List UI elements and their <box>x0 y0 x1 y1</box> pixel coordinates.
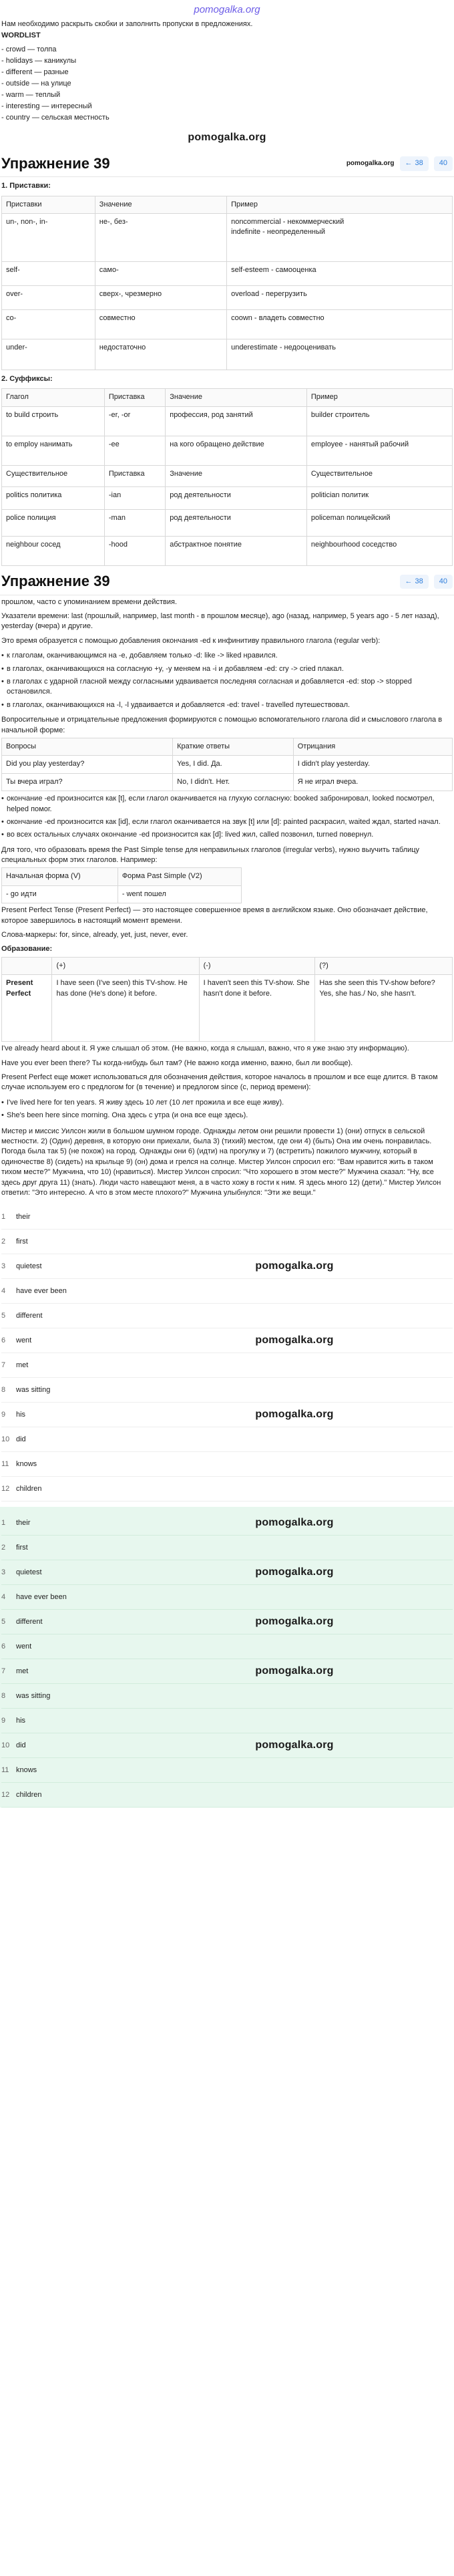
answer-row[interactable] <box>1 1279 453 1304</box>
table-cell: self- <box>2 262 95 286</box>
table-cell: Has she seen this TV-show before? Yes, she has./ No, she hasn't. <box>315 975 453 1042</box>
table-cell: builder строитель <box>306 406 452 436</box>
examples-list <box>0 1095 454 1124</box>
answer-value: have ever been <box>16 1286 67 1295</box>
table-row <box>2 436 453 465</box>
table-row <box>2 773 453 791</box>
table-cell: I haven't seen this TV-show. She hasn't done it before. <box>199 975 315 1042</box>
answer-value: went <box>16 1336 32 1344</box>
table-cell: politics политика <box>2 486 105 509</box>
answer-value: his <box>16 1716 26 1725</box>
table-cell: Present Perfect <box>2 975 52 1042</box>
prev-exercise-button[interactable]: ← 38 <box>400 156 429 170</box>
word-item: - interesting — интересный <box>1 102 92 111</box>
answer-value: have ever been <box>16 1592 67 1601</box>
table-row <box>2 536 453 565</box>
watermark-row <box>0 128 454 148</box>
answer-value: was sitting <box>16 1691 51 1700</box>
intro-text: Нам необходимо раскрыть скобки и заполнить пропуски в предложениях. <box>1 20 253 28</box>
table-cell: недостаточно <box>95 339 226 370</box>
table-header: Приставка <box>104 389 165 406</box>
answer-number: 6 <box>1 1642 6 1651</box>
table-cell: -ee <box>104 436 165 465</box>
watermark: pomogalka.org <box>255 1260 334 1272</box>
markers-text: Слова-маркеры: for, since, already, yet, just, never, ever. <box>1 931 188 940</box>
answer-row[interactable] <box>1 1230 453 1254</box>
answer-number: 7 <box>1 1361 6 1369</box>
irregular-table-wrap <box>0 867 454 903</box>
answer-row[interactable] <box>1 1328 453 1353</box>
table-header-row <box>2 957 453 974</box>
answer-value: children <box>16 1484 42 1493</box>
watermark: pomogalka.org <box>255 1566 334 1578</box>
list-item: • I've lived here for ten years. Я живу здесь 10 лет (10 лет прожила и все еще живу). <box>1 1097 453 1109</box>
answer-number: 3 <box>1 1262 6 1270</box>
watermark: pomogalka.org <box>255 1334 334 1346</box>
table-cell: не-, без- <box>95 214 226 262</box>
table-cell: - went пошел <box>118 885 241 903</box>
answer-value: did <box>16 1435 26 1443</box>
answer-row[interactable] <box>1 1378 453 1403</box>
list-item: • в глаголах с ударной гласной между согласными удваивается последняя согласная и добавляется -ed: stop -> stopped остановился. <box>1 676 453 699</box>
table-cell: I have seen (I've seen) this TV-show. He has done (He's done) it before. <box>52 975 199 1042</box>
answer-number: 5 <box>1 1311 6 1320</box>
answer-number: 12 <box>1 1790 10 1799</box>
table-cell: politician политик <box>306 486 452 509</box>
table-row <box>2 885 242 903</box>
watermark: pomogalka.org <box>255 1739 334 1751</box>
table-header-row <box>2 196 453 213</box>
answer-key-row <box>1 1659 453 1684</box>
grammar-paragraph: Present Perfect еще может использоваться для обозначения действия, которое началось в прошлом и все еще длится. В таком случае используем его с предлогом for (в течение) и предлогом since (с, период времени): <box>1 1072 438 1092</box>
table-cell: employee - нанятый рабочий <box>306 436 452 465</box>
example-text: Have you ever been there? Ты когда-нибудь был там? (Не важно когда именно, важно, был ли вообще). <box>1 1058 353 1067</box>
table-cell: noncommercial - некоммерческий indefinite - неопределенный <box>227 214 453 262</box>
answer-key-row <box>1 1536 453 1560</box>
example-text: I've already heard about it. Я уже слышал об этом. (Не важно, когда я слышал, важно, что я уже знаю эту информацию). <box>1 1044 409 1053</box>
table-cell: Существительное <box>306 465 452 486</box>
answer-key-row <box>1 1758 453 1783</box>
table-cell: self-esteem - самооценка <box>227 262 453 286</box>
table-cell: under- <box>2 339 95 370</box>
watermark: pomogalka.org <box>255 1665 334 1677</box>
pp-table-wrap <box>0 957 454 1042</box>
word-item: - holidays — каникулы <box>1 56 77 65</box>
table-header: Пример <box>306 389 452 406</box>
word-item: - crowd — толпа <box>1 45 57 53</box>
list-item: • She's been here since morning. Она здесь с утра (и она все еще здесь). <box>1 1109 453 1122</box>
list-item: • в глаголах, оканчивающихся на -l, -l удваивается и добавляется -ed: travel - travelled путешествовал. <box>1 699 453 712</box>
answer-value: their <box>16 1518 31 1527</box>
watermark: pomogalka.org <box>255 1616 334 1628</box>
exercise-title: Упражнение 39 <box>1 154 110 172</box>
arrow-left-icon: ← <box>405 577 413 585</box>
table-cell: police полиция <box>2 509 105 536</box>
rules-list <box>0 648 454 713</box>
answer-key-list <box>0 1507 454 1808</box>
answer-number: 4 <box>1 1286 6 1295</box>
grammar-paragraph: Вопросительные и отрицательные предложения формируются с помощью вспомогательного глагола did и смыслового глагола в начальной форме: <box>1 716 443 734</box>
table-row <box>2 214 453 262</box>
answer-row[interactable] <box>1 1304 453 1328</box>
prefixes-table-wrap <box>0 196 454 370</box>
table-cell: over- <box>2 286 95 310</box>
suffixes-table-wrap <box>0 388 454 565</box>
table-cell: co- <box>2 310 95 339</box>
answer-row[interactable] <box>1 1427 453 1452</box>
grammar-paragraph: Указатели времени: last (прошлый, например, last month - в прошлом месяце), ago (назад, например, 5 years ago - 5 лет назад), yesterday (вчера) и другие. <box>1 612 439 631</box>
present-perfect-table <box>1 957 453 1042</box>
prefixes-title: 1. Приставки: <box>1 182 51 190</box>
answer-value: first <box>16 1543 28 1552</box>
answer-input-list <box>0 1201 454 1501</box>
answer-row[interactable] <box>1 1254 453 1279</box>
answer-value: met <box>16 1667 29 1675</box>
table-row <box>2 262 453 286</box>
grammar-paragraph: прошлом, часто с упоминанием времени действия. <box>1 597 178 606</box>
answer-value: did <box>16 1741 26 1749</box>
table-cell: абстрактное понятие <box>166 536 307 565</box>
wordlist <box>0 43 454 128</box>
irregular-table <box>1 867 242 903</box>
table-header: Пример <box>227 196 453 213</box>
table-cell: -man <box>104 509 165 536</box>
answer-key-row <box>1 1684 453 1709</box>
table-cell: Значение <box>166 465 307 486</box>
answer-value: children <box>16 1790 42 1799</box>
formation-label: Образование: <box>1 945 53 954</box>
list-item: • во всех остальных случаях окончание -ed произносится как [d]: lived жил, called позвонил, turned повернул. <box>1 829 453 841</box>
answer-row[interactable] <box>1 1452 453 1477</box>
answer-number: 2 <box>1 1543 6 1552</box>
answer-number: 10 <box>1 1741 10 1749</box>
grammar-paragraph: Для того, что образовать время the Past Simple tense для неправильных глаголов (irregular verbs), нужно выучить таблицу специальных форм этих глаголов. Например: <box>1 845 420 865</box>
table-cell: род деятельности <box>166 509 307 536</box>
answer-key-row <box>1 1560 453 1585</box>
answer-number: 10 <box>1 1435 10 1443</box>
table-row <box>2 286 453 310</box>
answer-row[interactable] <box>1 1205 453 1230</box>
next-exercise-button[interactable]: 40 <box>434 156 453 170</box>
table-header: (?) <box>315 957 453 974</box>
table-cell: -hood <box>104 536 165 565</box>
table-cell: на кого обращено действие <box>166 436 307 465</box>
answer-key-row <box>1 1634 453 1659</box>
list-item: • в глаголах, оканчивающихся на согласную +y, -y меняем на -i и добавляем -ed: cry -> cried плакал. <box>1 663 453 676</box>
table-cell: neighbour сосед <box>2 536 105 565</box>
answer-key-row <box>1 1610 453 1634</box>
table-header: Значение <box>95 196 226 213</box>
table-cell: policeman полицейский <box>306 509 452 536</box>
table-row <box>2 509 453 536</box>
table-header <box>2 957 52 974</box>
answer-key-row <box>1 1733 453 1758</box>
watermark: pomogalka.org <box>255 1409 334 1421</box>
table-cell: neighbourhood соседство <box>306 536 452 565</box>
answer-key-row <box>1 1783 453 1808</box>
table-header: Значение <box>166 389 307 406</box>
table-header-row <box>2 868 242 885</box>
answer-number: 3 <box>1 1568 6 1576</box>
table-cell: overload - перегрузить <box>227 286 453 310</box>
answer-value: his <box>16 1410 26 1419</box>
table-cell: Существительное <box>2 465 105 486</box>
table-row <box>2 465 453 486</box>
table-header: Вопросы <box>2 738 173 755</box>
word-item: - country — сельская местность <box>1 114 109 122</box>
question-table-wrap <box>0 738 454 791</box>
table-cell: род деятельности <box>166 486 307 509</box>
table-header: Глагол <box>2 389 105 406</box>
wordlist-title: WORDLIST <box>1 31 41 40</box>
exercise-header-sticky <box>0 566 454 595</box>
table-row <box>2 339 453 370</box>
table-cell: сверх-, чрезмерно <box>95 286 226 310</box>
table-cell: профессия, род занятий <box>166 406 307 436</box>
answer-key-row <box>1 1511 453 1536</box>
table-row <box>2 406 453 436</box>
next-exercise-button[interactable]: 40 <box>434 575 453 589</box>
table-cell: Я не играл вчера. <box>293 773 452 791</box>
word-item: - warm — теплый <box>1 90 61 99</box>
exercise-nav <box>400 575 453 589</box>
answer-key-row <box>1 1585 453 1610</box>
list-item: • к глаголам, оканчивающимся на -e, добавляем только -d: like -> liked нравился. <box>1 650 453 662</box>
table-row <box>2 756 453 773</box>
table-cell: Did you play yesterday? <box>2 756 173 773</box>
word-item: - outside — на улице <box>1 79 71 88</box>
answer-number: 11 <box>1 1765 9 1774</box>
table-cell: to build строить <box>2 406 105 436</box>
table-cell: un-, non-, in- <box>2 214 95 262</box>
answer-number: 11 <box>1 1459 9 1468</box>
answer-value: went <box>16 1642 32 1651</box>
exercise-nav <box>347 156 453 170</box>
answer-number: 9 <box>1 1716 6 1725</box>
table-cell: - go идти <box>2 885 118 903</box>
table-cell: to employ нанимать <box>2 436 105 465</box>
table-header: Отрицания <box>293 738 452 755</box>
exercise-header <box>0 148 454 178</box>
answer-key-row <box>1 1709 453 1733</box>
answer-value: knows <box>16 1765 37 1774</box>
word-item: - different — разные <box>1 67 69 76</box>
grammar-paragraph: Present Perfect Tense (Present Perfect) — это настоящее совершенное время в английском языке. Оно обозначает действие, которое завершилось в настоящий момент времени. <box>1 906 428 925</box>
answer-number: 6 <box>1 1336 6 1344</box>
answer-value: met <box>16 1361 29 1369</box>
table-cell: само- <box>95 262 226 286</box>
answer-number: 1 <box>1 1518 6 1527</box>
answer-value: first <box>16 1237 28 1246</box>
suffixes-title: 2. Суффиксы: <box>1 375 53 384</box>
table-header: (+) <box>52 957 199 974</box>
table-cell: -ian <box>104 486 165 509</box>
table-cell: I didn't play yesterday. <box>293 756 452 773</box>
answer-value: quietest <box>16 1568 42 1576</box>
watermark: pomogalka.org <box>346 159 395 167</box>
table-header-row <box>2 738 453 755</box>
table-header: Приставки <box>2 196 95 213</box>
table-header: Краткие ответы <box>173 738 294 755</box>
brand-header[interactable]: pomogalka.org <box>194 4 260 15</box>
answer-value: was sitting <box>16 1385 51 1394</box>
arrow-left-icon: ← <box>405 159 413 168</box>
answer-row[interactable] <box>1 1353 453 1378</box>
answer-number: 4 <box>1 1592 6 1601</box>
answer-value: different <box>16 1311 43 1320</box>
answer-value: quietest <box>16 1262 42 1270</box>
answer-value: different <box>16 1617 43 1626</box>
table-cell: coown - владеть совместно <box>227 310 453 339</box>
table-cell: Приставка <box>104 465 165 486</box>
answer-number: 5 <box>1 1617 6 1626</box>
exercise-story: Мистер и миссис Уилсон жили в большом шумном городе. Однажды летом они решили провести 1) (они) отпуск в сельской местности. 2) (Один) деревня, в которую они приехали, была 3) (тихий) местом, где они 4) (быть) Она им очень понравилась. Погода была так 5) (не похож) на город. Однажды они 6) (идти) на прогулку и 7) (встретить) пожилого мужчину, который в одиночестве 8) (сидеть) на крыльце 9) (он) дома и грелся на солнце. Мистер Уилсон спросил его: "Вам нравится жить в таком тихом месте?" Мужчина, что 10) (нравиться). Мистер Уилсон спросил: "Что хорошего в этом месте?" Мужчина сказал: "Ну, все здесь друг друга 11) (знать). Люди часто навещают меня, а в часто хожу в гости к ним. Я здесь много 12) (дети)." Мистер Уилсон ответил: "Это интересно. А что в этом месте плохого?" Мужчина улыбнулся: "Эти же вещи." <box>1 1127 441 1197</box>
table-row <box>2 310 453 339</box>
answer-number: 7 <box>1 1667 6 1675</box>
table-cell: underestimate - недооценивать <box>227 339 453 370</box>
answer-number: 9 <box>1 1410 6 1419</box>
suffixes-table <box>1 388 453 565</box>
list-item: • окончание -ed произносится как [id], если глагол оканчивается на звук [t] или [d]: painted раскрасил, waited ждал, started начал. <box>1 816 453 829</box>
table-header: Форма Past Simple (V2) <box>118 868 241 885</box>
prev-exercise-button[interactable]: ← 38 <box>400 575 429 589</box>
table-row <box>2 975 453 1042</box>
table-cell: No, I didn't. Нет. <box>173 773 294 791</box>
answer-number: 1 <box>1 1212 6 1221</box>
table-cell: -er, -or <box>104 406 165 436</box>
table-cell: совместно <box>95 310 226 339</box>
question-table <box>1 738 453 791</box>
answer-number: 8 <box>1 1691 6 1700</box>
answer-value: knows <box>16 1459 37 1468</box>
answer-value: their <box>16 1212 31 1221</box>
endings-list <box>0 791 454 843</box>
watermark: pomogalka.org <box>255 1517 334 1529</box>
table-header: (-) <box>199 957 315 974</box>
answer-row[interactable] <box>1 1477 453 1501</box>
answer-number: 8 <box>1 1385 6 1394</box>
table-cell: Yes, I did. Да. <box>173 756 294 773</box>
answer-number: 2 <box>1 1237 6 1246</box>
grammar-paragraph: Это время образуется с помощью добавления окончания -ed к инфинитиву правильного глагола (regular verb): <box>1 636 381 645</box>
exercise-title: Упражнение 39 <box>1 572 110 589</box>
table-header-row <box>2 389 453 406</box>
table-cell: Ты вчера играл? <box>2 773 173 791</box>
answer-row[interactable] <box>1 1403 453 1427</box>
table-header: Начальная форма (V) <box>2 868 118 885</box>
prefixes-table <box>1 196 453 370</box>
list-item: • окончание -ed произносится как [t], если глагол оканчивается на глухую согласную: booked забронировал, looked посмотрел, helped помог. <box>1 793 453 816</box>
answer-number: 12 <box>1 1484 10 1493</box>
watermark: pomogalka.org <box>188 132 266 144</box>
table-row <box>2 486 453 509</box>
